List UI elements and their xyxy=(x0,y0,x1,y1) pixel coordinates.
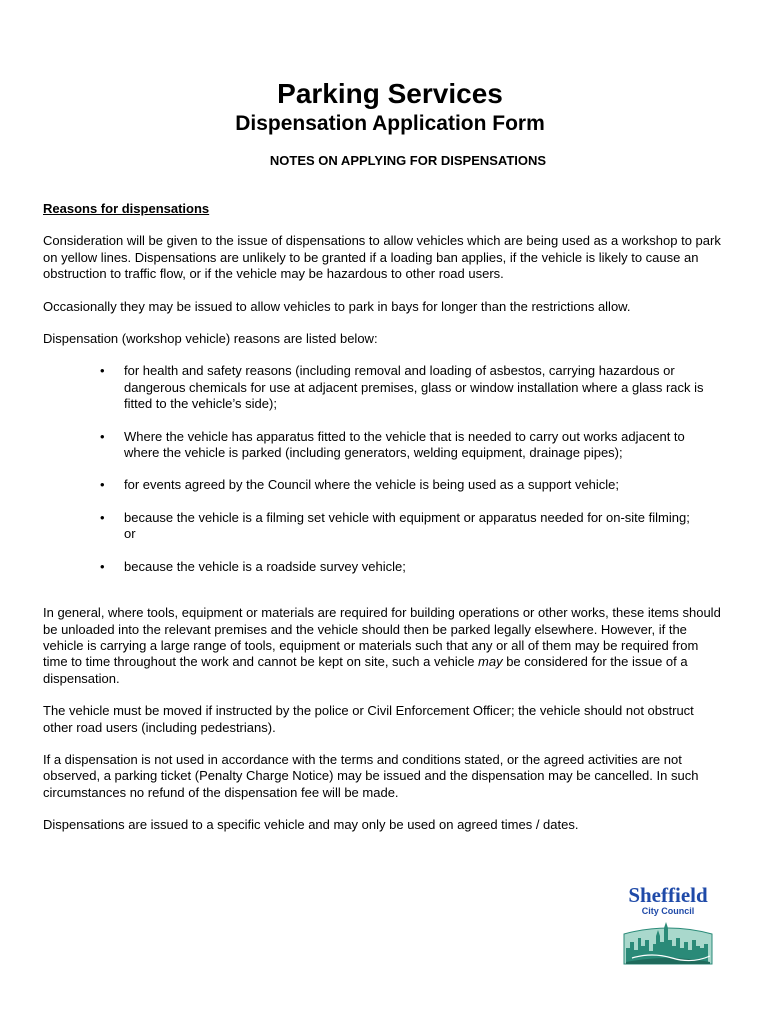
bullet-icon: • xyxy=(100,428,105,444)
list-item xyxy=(43,477,704,493)
paragraph: The vehicle must be moved if instructed by the police or Civil Enforcement Officer; the vehicle should not obstruct other road users (including pedestrians). xyxy=(43,703,694,735)
list-item xyxy=(43,510,704,543)
logo-wordmark: Sheffield xyxy=(628,883,708,907)
list-item-text: Where the vehicle has apparatus fitted to the vehicle that is needed to carry out works adjacent to where the vehicle is parked (including generators, welding equipment, drainage pipes); xyxy=(124,428,685,461)
list-item xyxy=(43,559,704,575)
notes-heading: NOTES ON APPLYING FOR DISPENSATIONS xyxy=(269,153,547,168)
emphasis-text: may xyxy=(478,654,503,670)
bullet-icon: • xyxy=(100,558,105,574)
reasons-list xyxy=(43,363,723,575)
logo-subtitle: City Council xyxy=(641,906,695,916)
paragraph: If a dispensation is not used in accordance with the terms and conditions stated, or the agreed activities are not observed, a parking ticket (Penalty Charge Notice) may be issued and the dispensation may be cancelled. In such circumstances no refund of the dispensation fee will be made. xyxy=(43,751,699,800)
paragraph: In general, where tools, equipment or materials are required for building operations or other works, these items should be unloaded into the relevant premises and the vehicle should then be parked legally elsewhere. However, if the vehicle is carrying a large range of tools, equipment or materials such that any or all of them may be required from time to time throughout the work and cannot be kept on site, such a vehicle may be considered for the issue of a dispensation. xyxy=(43,605,721,686)
paragraph: Occasionally they may be issued to allow vehicles to park in bays for longer than the restrictions allow. xyxy=(43,298,631,314)
bullet-icon: • xyxy=(100,477,105,493)
bullet-icon: • xyxy=(100,363,105,379)
paragraph: Dispensation (workshop vehicle) reasons are listed below: xyxy=(43,331,378,347)
list-item xyxy=(43,363,704,412)
list-item-text: for health and safety reasons (including removal and loading of asbestos, carrying hazardous or dangerous chemicals for use at adjacent premises, glass or window installation where a glass rack is fitted to the vehicle’s side); xyxy=(124,363,704,412)
city-skyline-icon xyxy=(622,918,714,966)
list-item-text: because the vehicle is a roadside survey vehicle; xyxy=(124,558,406,574)
paragraph: Consideration will be given to the issue of dispensations to allow vehicles which are being used as a workshop to park on yellow lines. Dispensations are unlikely to be granted if a loading ban applies, if the vehicle is likely to cause an obstruction to traffic flow, or if the vehicle may be hazardous to other road users. xyxy=(43,233,721,282)
list-item xyxy=(43,429,704,462)
list-item-text: because the vehicle is a filming set vehicle with equipment or apparatus needed for on-site filming; or xyxy=(124,509,690,542)
bullet-icon: • xyxy=(100,509,105,525)
page-subtitle: Dispensation Application Form xyxy=(235,112,545,135)
paragraph: Dispensations are issued to a specific vehicle and may only be used on agreed times / dates. xyxy=(43,817,579,833)
sheffield-city-council-logo xyxy=(620,884,716,970)
page-title: Parking Services xyxy=(277,78,503,109)
list-item-text: for events agreed by the Council where the vehicle is being used as a support vehicle; xyxy=(124,477,620,493)
document-body xyxy=(43,201,723,834)
section-heading-reasons: Reasons for dispensations xyxy=(43,201,210,216)
